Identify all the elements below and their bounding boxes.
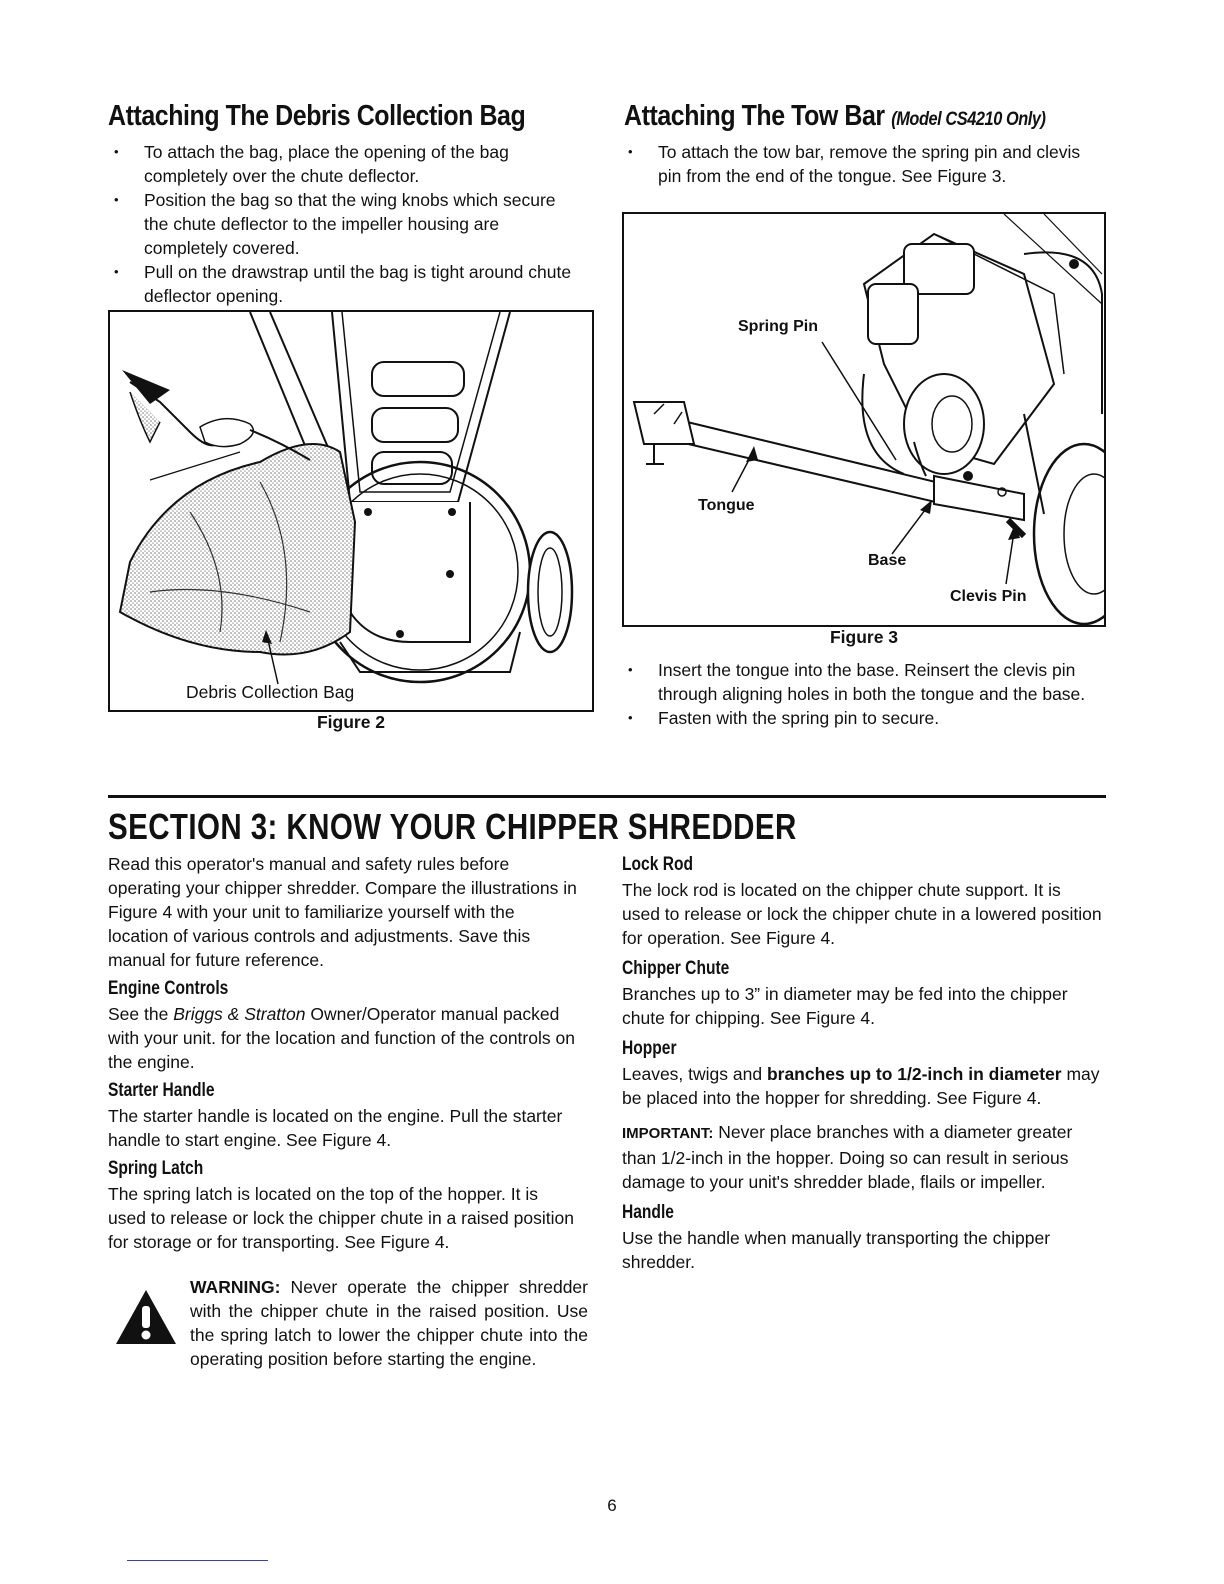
important-text: Never place branches with a diameter greater than 1/2-inch in the hopper. Doing so can result in serious damage to your unit's shredder blade, flails or impeller. — [622, 1122, 1073, 1192]
figure-3-illustration — [622, 212, 1106, 627]
hopper-text-pre: Leaves, twigs and — [622, 1064, 767, 1084]
spring-latch-heading: Spring Latch — [108, 1158, 204, 1179]
heading-debris-bag: Attaching The Debris Collection Bag — [108, 100, 526, 132]
warning-text — [190, 1275, 588, 1371]
figure-2-illustration — [108, 310, 594, 712]
list-item: • To attach the tow bar, remove the spring pin and clevis pin from the end of the tongue. See Figure 3. — [622, 140, 1092, 188]
list-item: • Position the bag so that the wing knobs which secure the chute deflector to the impeller housing are completely covered. — [108, 188, 578, 260]
list-item: • To attach the bag, place the opening of the bag completely over the chute deflector. — [108, 140, 578, 188]
lock-rod-text: The lock rod is located on the chipper chute support. It is used to release or lock the chipper chute in a lowered position for operation. See Figure 4. — [622, 880, 1102, 948]
left-column — [108, 852, 578, 1254]
important-note — [622, 1120, 1102, 1194]
engine-controls-heading: Engine Controls — [108, 978, 229, 999]
hopper-text-bold: branches up to 1/2-inch in diameter — [766, 1064, 1062, 1084]
heading-tow-bar-model: (Model CS4210 Only) — [891, 109, 1046, 130]
base-callout: Base — [868, 552, 907, 569]
chipper-bag-drawing — [110, 312, 592, 710]
tow-bar-drawing — [624, 214, 1104, 625]
hopper-text — [622, 1062, 1102, 1110]
important-label: IMPORTANT: — [622, 1125, 714, 1142]
lock-rod-heading: Lock Rod — [622, 854, 693, 875]
list-item: • Fasten with the spring pin to secure. — [622, 706, 1098, 730]
figure-3-caption: Figure 3 — [829, 627, 899, 647]
figure-2-caption: Figure 2 — [316, 712, 386, 732]
hopper-text-post: may be placed into the hopper for shredding. See Figure 4. — [622, 1064, 1100, 1108]
section-title: SECTION 3: KNOW YOUR CHIPPER SHREDDER — [108, 806, 797, 847]
handle-heading: Handle — [622, 1202, 674, 1223]
warning-label: WARNING: — [190, 1277, 281, 1297]
starter-handle-heading: Starter Handle — [108, 1080, 215, 1101]
engine-controls-text — [108, 1002, 578, 1074]
section-divider — [108, 795, 1106, 798]
heading-tow-bar-text: Attaching The Tow Bar — [624, 100, 885, 132]
list-item: • Insert the tongue into the base. Reinsert the clevis pin through aligning holes in both the tongue and the base. — [622, 658, 1098, 706]
tow-bar-steps-continued — [622, 658, 1098, 730]
clevis-pin-callout: Clevis Pin — [950, 588, 1027, 605]
engine-controls-text-post: Owner/Operator manual packed with your unit. for the location and function of the controls on the engine. — [108, 1004, 575, 1072]
debris-bag-steps — [108, 140, 578, 308]
warning-body: Never operate the chipper shredder with the chipper chute in the raised position. Use the spring latch to lower the chipper chute into the operating position before starting the engine. — [190, 1277, 588, 1369]
page-number: 6 — [607, 1496, 617, 1515]
footer-line — [127, 1560, 268, 1561]
heading-tow-bar — [624, 100, 1046, 133]
section-intro: Read this operator's manual and safety rules before operating your chipper shredder. Compare the illustrations in Figure 4 with your unit to familiarize yourself with the location of various controls and adjustments. Save this manual for future reference. — [108, 854, 577, 970]
engine-controls-text-italic: Briggs & Stratton — [173, 1004, 306, 1024]
engine-controls-text-pre: See the — [108, 1004, 174, 1024]
warning-icon — [114, 1288, 184, 1352]
spring-pin-callout: Spring Pin — [738, 318, 818, 335]
spring-latch-text: The spring latch is located on the top of the hopper. It is used to release or lock the chipper chute in a raised position for storage or for transporting. See Figure 4. — [108, 1184, 574, 1252]
list-item: • Pull on the drawstrap until the bag is tight around chute deflector opening. — [108, 260, 578, 308]
hopper-heading: Hopper — [622, 1038, 677, 1059]
tow-bar-steps — [622, 140, 1092, 188]
right-column — [622, 852, 1102, 1274]
chipper-chute-text: Branches up to 3” in diameter may be fed into the chipper chute for chipping. See Figure 4. — [622, 984, 1068, 1028]
starter-handle-text: The starter handle is located on the engine. Pull the starter handle to start engine. See Figure 4. — [108, 1106, 563, 1150]
debris-bag-callout: Debris Collection Bag — [186, 682, 355, 702]
chipper-chute-heading: Chipper Chute — [622, 958, 730, 979]
handle-text: Use the handle when manually transporting the chipper shredder. — [622, 1228, 1051, 1272]
tongue-callout: Tongue — [698, 497, 755, 514]
